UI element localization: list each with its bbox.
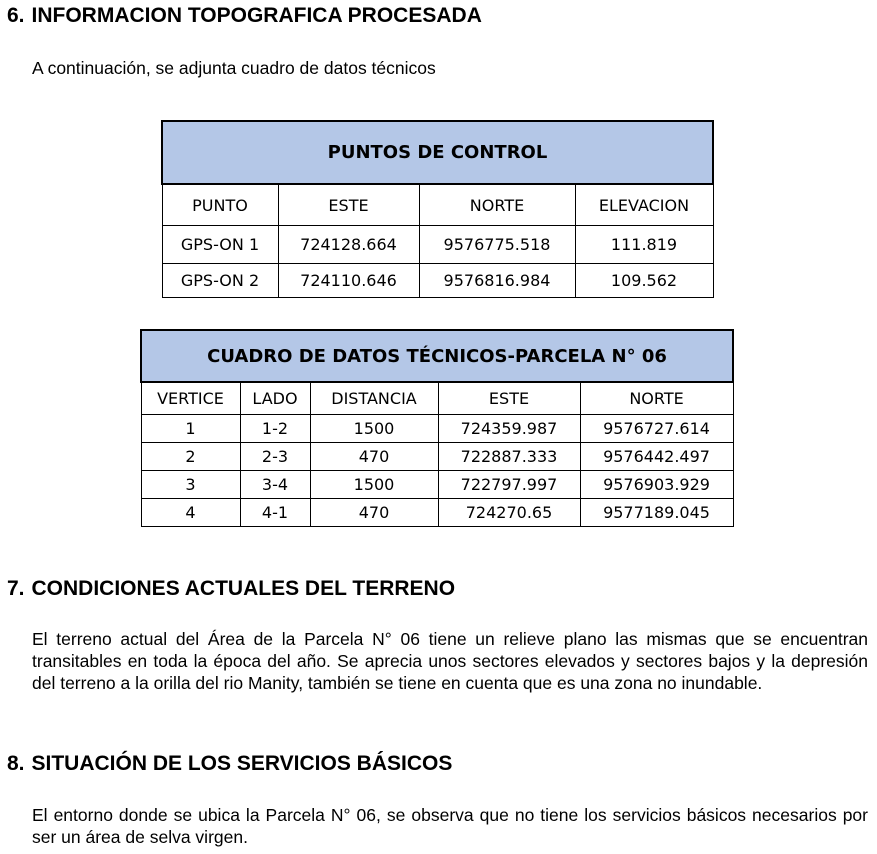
parcel-table-title: CUADRO DE DATOS TÉCNICOS-PARCELA N° 06	[141, 330, 733, 382]
parcel-data-table	[140, 329, 734, 527]
column-header: DISTANCIA	[310, 382, 438, 415]
table-cell: 470	[310, 499, 438, 527]
table-cell: 3-4	[240, 471, 310, 499]
control-table-header-row	[162, 184, 713, 226]
column-header: LADO	[240, 382, 310, 415]
table-cell: 1500	[310, 415, 438, 443]
control-points-table	[161, 120, 714, 298]
table-cell: 1-2	[240, 415, 310, 443]
table-row	[141, 415, 733, 443]
table-cell: 109.562	[575, 264, 713, 298]
section-7-title: CONDICIONES ACTUALES DEL TERRENO	[31, 577, 456, 600]
table-cell: 724110.646	[278, 264, 419, 298]
table-cell: GPS-ON 1	[162, 226, 278, 264]
table-cell: 111.819	[575, 226, 713, 264]
table-cell: 1500	[310, 471, 438, 499]
column-header: ESTE	[278, 184, 419, 226]
section-6-heading	[7, 4, 482, 28]
table-row	[141, 471, 733, 499]
section-8-title: SITUACIÓN DE LOS SERVICIOS BÁSICOS	[31, 752, 453, 775]
column-header: ELEVACION	[575, 184, 713, 226]
table-cell: 9576442.497	[580, 443, 733, 471]
section-6-number: 6.	[7, 4, 25, 27]
section-7-number: 7.	[7, 577, 25, 600]
table-cell: 9576816.984	[419, 264, 575, 298]
table-row	[162, 264, 713, 298]
table-cell: 722887.333	[438, 443, 580, 471]
table-cell: 2	[141, 443, 240, 471]
table-cell: 1	[141, 415, 240, 443]
table-row	[141, 443, 733, 471]
table-cell: 470	[310, 443, 438, 471]
table-row	[141, 499, 733, 527]
section-8-number: 8.	[7, 752, 25, 775]
table-cell: 4-1	[240, 499, 310, 527]
column-header: NORTE	[419, 184, 575, 226]
column-header: NORTE	[580, 382, 733, 415]
control-table-title: PUNTOS DE CONTROL	[162, 121, 713, 184]
table-cell: 724270.65	[438, 499, 580, 527]
table-cell: 724359.987	[438, 415, 580, 443]
section-7-heading	[7, 577, 455, 601]
table-cell: 3	[141, 471, 240, 499]
column-header: ESTE	[438, 382, 580, 415]
parcel-table-header-row	[141, 382, 733, 415]
column-header: PUNTO	[162, 184, 278, 226]
table-cell: GPS-ON 2	[162, 264, 278, 298]
table-cell: 9576775.518	[419, 226, 575, 264]
section-8-heading	[7, 752, 452, 776]
table-cell: 722797.997	[438, 471, 580, 499]
table-cell: 9576903.929	[580, 471, 733, 499]
table-cell: 2-3	[240, 443, 310, 471]
table-cell: 9577189.045	[580, 499, 733, 527]
section-8-body: El entorno donde se ubica la Parcela N° 06, se observa que no tiene los servicios básicos necesarios por ser un área de selva virgen.	[32, 805, 868, 847]
section-6-title: INFORMACION TOPOGRAFICA PROCESADA	[31, 4, 482, 27]
section-7-body: El terreno actual del Área de la Parcela N° 06 tiene un relieve plano las mismas que se encuentran transitables en toda la época del año. Se aprecia unos sectores elevados y sectores bajos y la depresión del terreno a la orilla del rio Manity, también se tiene en cuenta que es una zona no inundable.	[32, 629, 868, 693]
table-cell: 724128.664	[278, 226, 419, 264]
section-6-intro: A continuación, se adjunta cuadro de datos técnicos	[32, 58, 436, 78]
table-cell: 4	[141, 499, 240, 527]
table-cell: 9576727.614	[580, 415, 733, 443]
column-header: VERTICE	[141, 382, 240, 415]
table-row	[162, 226, 713, 264]
